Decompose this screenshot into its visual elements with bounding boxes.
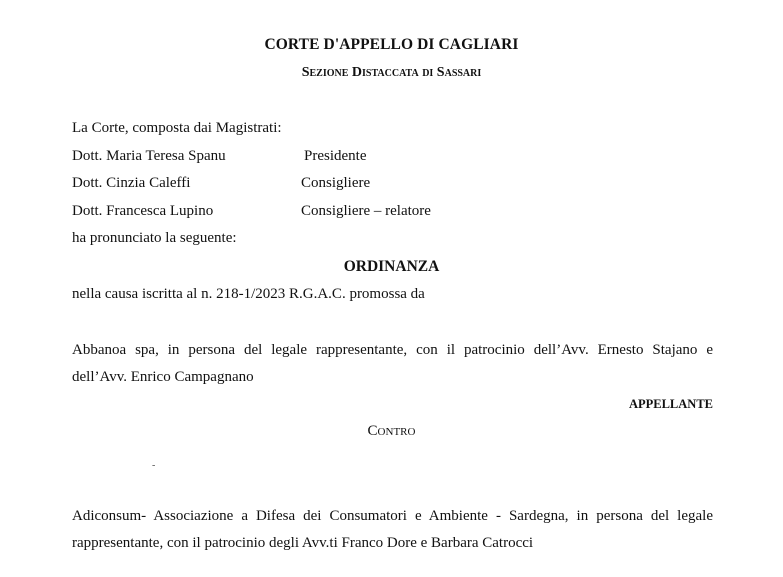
respondent-line-1: Adiconsum- Associazione a Difesa dei Consumatori e Ambiente - Sardegna, in persona del legale [72,508,713,524]
respondent-line-2: rappresentante, con il patrocinio degli Avv.ti Franco Dore e Barbara Catrocci [72,535,534,551]
judge-name-3: Dott. Francesca Lupino [72,203,214,219]
judge-name-2: Dott. Cinzia Caleffi [72,175,191,191]
judge-role-3: Consigliere – relatore [301,203,431,219]
dash-mark: - [152,460,156,471]
appellant-line-2: dell’Avv. Enrico Campagnano [72,369,254,385]
intro-text: La Corte, composta dai Magistrati: [72,120,282,136]
order-title: ORDINANZA [343,258,440,275]
court-title: CORTE D'APPELLO DI CAGLIARI [264,36,519,53]
appellant-line-1: Abbanoa spa, in persona del legale rappresentante, con il patrocinio dell’Avv. Ernesto Stajano e [72,342,713,358]
appellant-label: APPELLANTE [628,397,713,411]
case-line: nella causa iscritta al n. 218-1/2023 R.G.A.C. promossa da [72,286,425,302]
contro-label: Contro [367,423,416,439]
pronounced-text: ha pronunciato la seguente: [72,230,237,246]
judge-role-1: Presidente [304,148,367,164]
section-title: Sezione Distaccata di Sassari [301,65,482,80]
judge-name-1: Dott. Maria Teresa Spanu [72,148,226,164]
judge-role-2: Consigliere [301,175,371,191]
